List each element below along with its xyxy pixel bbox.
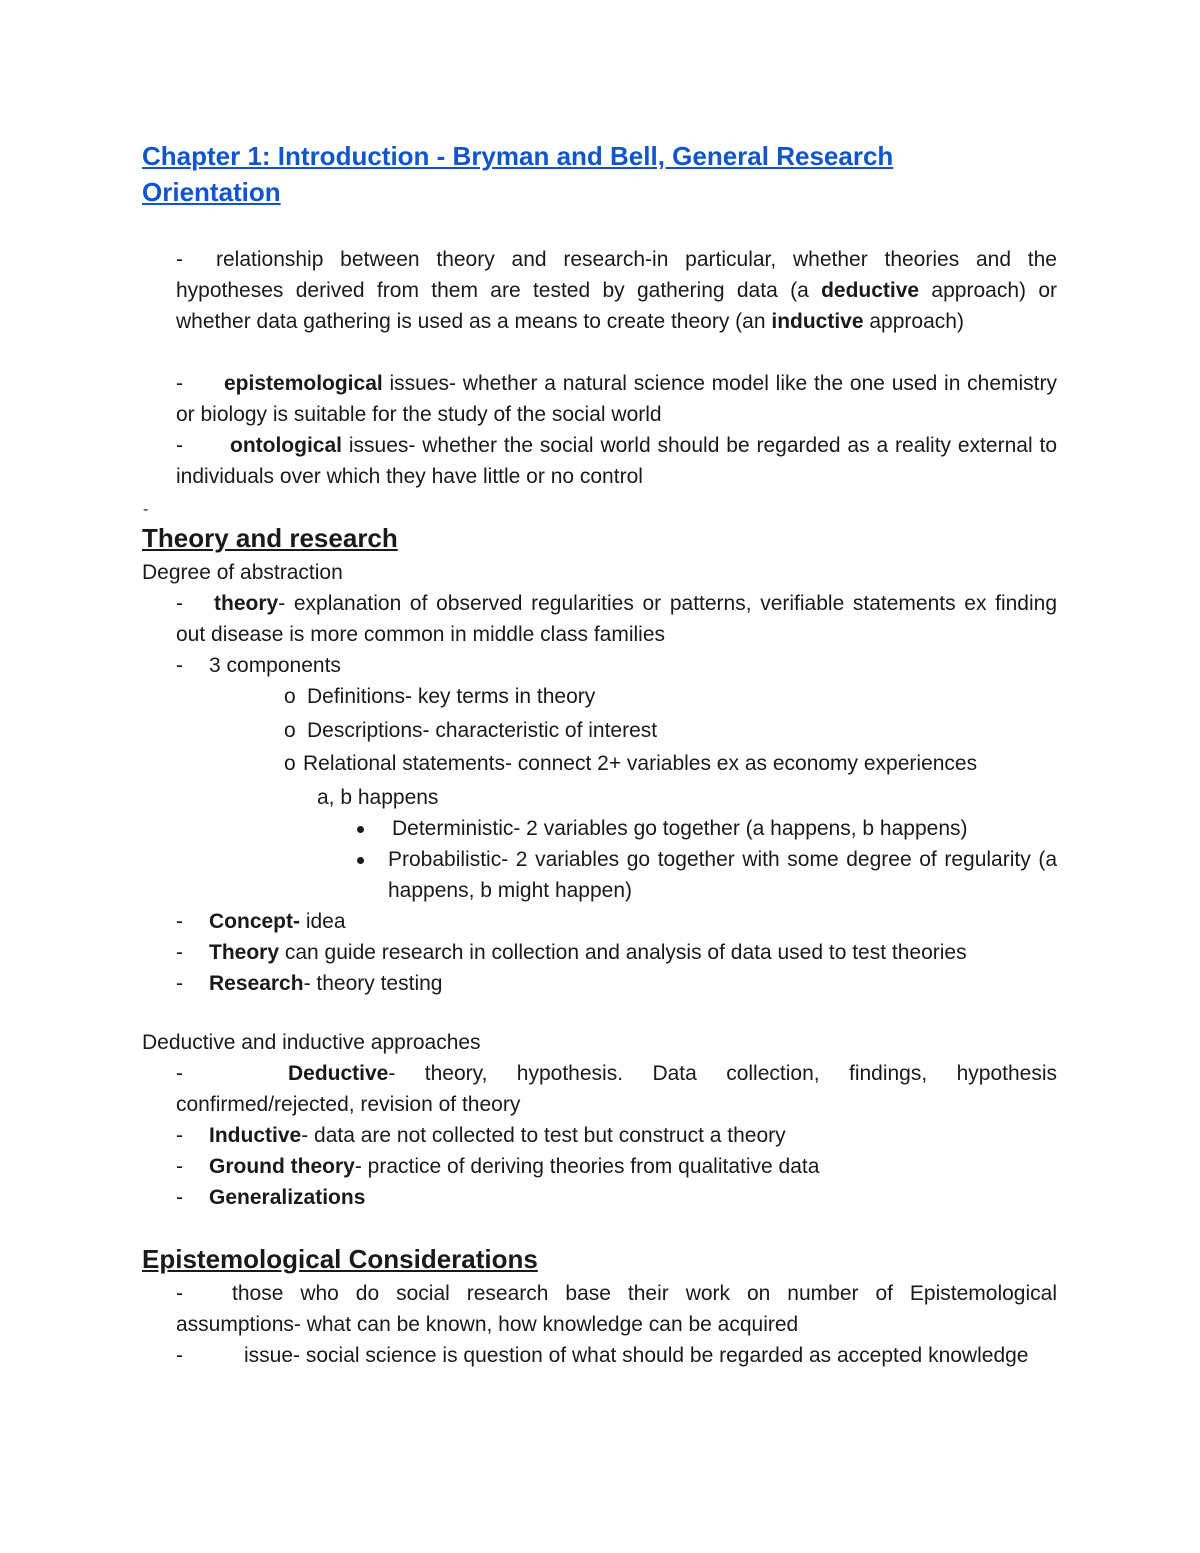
subheading-deductive-inductive: Deductive and inductive approaches <box>142 1031 481 1054</box>
item-generalizations: Generalizations <box>209 1186 366 1209</box>
list-dash: - <box>176 1186 183 1209</box>
list-dash: - <box>176 1344 183 1367</box>
intro-item-theory-research: relationship between theory and research-in particular, whether theories and the hypotheses derived from them are tested by gathering data (a deductive approach) or whether data gathering is used as a means to create theory (an inductive approach) <box>176 248 1057 333</box>
chapter-title[interactable] <box>142 138 1042 210</box>
list-dash: - <box>176 1282 183 1305</box>
heading-epistemological-considerations: Epistemological Considerations <box>142 1244 538 1274</box>
component-relational: Relational statements- connect 2+ variables ex as economy experiences <box>303 752 978 775</box>
list-dash: - <box>176 1062 183 1085</box>
bullet-dot-icon <box>357 826 364 833</box>
bullet-deterministic: Deterministic- 2 variables go together (a happens, b happens) <box>392 817 968 840</box>
component-marker: o <box>284 685 296 708</box>
component-definitions: Definitions- key terms in theory <box>307 685 596 708</box>
intro-item-epistemological: epistemological issues- whether a natural science model like the one used in chemistry or biology is suitable for the study of the social world <box>176 372 1057 426</box>
heading-theory-and-research: Theory and research <box>142 523 398 553</box>
list-dash: - <box>176 654 183 677</box>
item-accepted-knowledge: issue- social science is question of what should be regarded as accepted knowledge <box>244 1344 1029 1367</box>
list-dash: - <box>176 972 183 995</box>
item-inductive: Inductive- data are not collected to test but construct a theory <box>209 1124 786 1147</box>
item-ground-theory: Ground theory- practice of deriving theories from qualitative data <box>209 1155 820 1178</box>
list-dash: - <box>176 434 183 457</box>
list-dash: - <box>176 592 183 615</box>
intro-item-ontological: ontological issues- whether the social world should be regarded as a reality external to individuals over which they have little or no control <box>176 434 1057 488</box>
component-marker: o <box>284 719 296 742</box>
stray-dash: - <box>143 501 149 518</box>
item-epistemological-assumptions: those who do social research base their work on number of Epistemological assumptions- what can be known, how knowledge can be acquired <box>176 1282 1057 1336</box>
item-deductive: Deductive- theory, hypothesis. Data collection, findings, hypothesis confirmed/rejected, revision of theory <box>176 1062 1057 1116</box>
list-dash: - <box>176 1124 183 1147</box>
item-concept: Concept- idea <box>209 910 346 933</box>
component-descriptions: Descriptions- characteristic of interest <box>307 719 658 742</box>
item-theory: theory- explanation of observed regularities or patterns, verifiable statements ex finding out disease is more common in middle class families <box>176 592 1057 646</box>
component-marker: o <box>284 752 296 775</box>
item-3-components: 3 components <box>209 654 341 677</box>
chapter-title-line2[interactable]: Orientation <box>142 177 281 207</box>
list-dash: - <box>176 248 183 271</box>
component-relational-cont: a, b happens <box>317 786 439 809</box>
bullet-dot-icon <box>357 857 364 864</box>
list-dash: - <box>176 941 183 964</box>
list-dash: - <box>176 1155 183 1178</box>
item-theory-guide: Theory can guide research in collection and analysis of data used to test theories <box>209 941 967 964</box>
item-research: Research- theory testing <box>209 972 443 995</box>
subheading-degree-of-abstraction: Degree of abstraction <box>142 561 343 584</box>
chapter-title-line1[interactable]: Chapter 1: Introduction - Bryman and Bell, General Research <box>142 141 894 171</box>
list-dash: - <box>176 910 183 933</box>
list-dash: - <box>176 372 183 395</box>
bullet-probabilistic: Probabilistic- 2 variables go together with some degree of regularity (a happens, b might happen) <box>388 848 1057 902</box>
